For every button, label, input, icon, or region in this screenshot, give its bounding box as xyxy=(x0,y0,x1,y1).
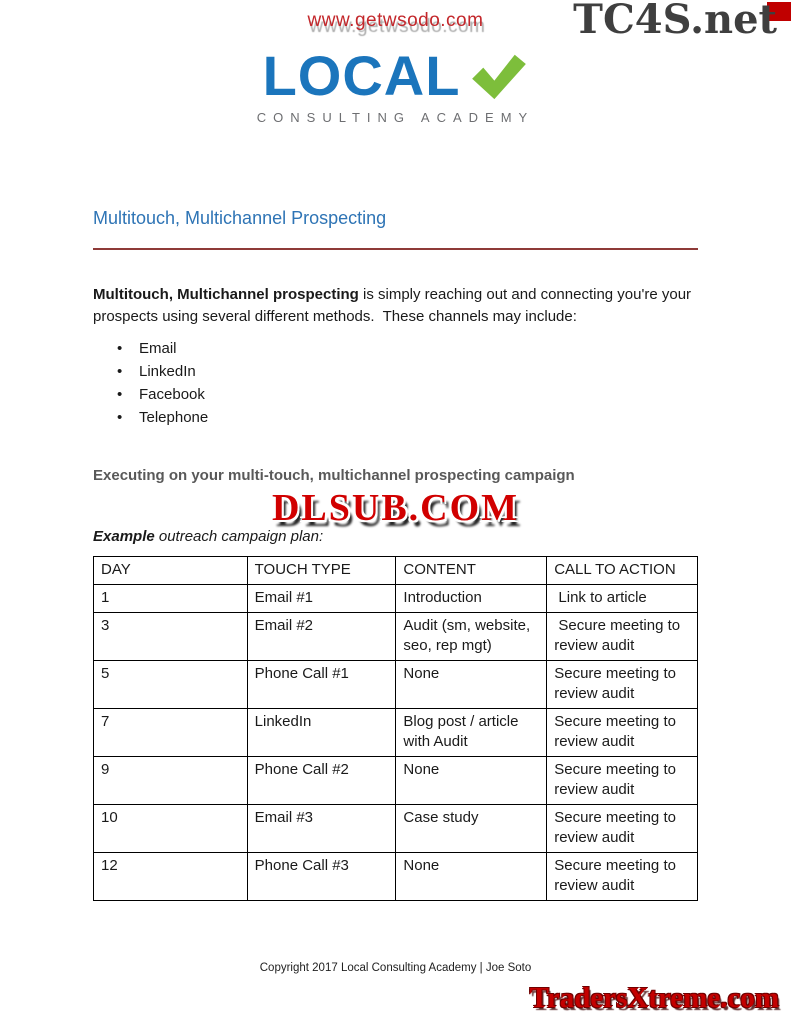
table-cell: Introduction xyxy=(396,585,547,613)
intro-rest-text: is simply reaching out and connecting you're your prospects using several different methods. These channels may include: xyxy=(93,286,696,325)
table-cell: Secure meeting to review audit xyxy=(547,661,698,709)
example-caption xyxy=(93,528,323,545)
table-row xyxy=(94,661,698,709)
table-cell: 3 xyxy=(94,613,248,661)
table-cell: Email #2 xyxy=(247,613,396,661)
column-header-content: CONTENT xyxy=(396,557,547,585)
campaign-plan-table xyxy=(93,556,698,901)
example-label: Example xyxy=(93,528,155,545)
logo-subtitle: CONSULTING ACADEMY xyxy=(256,110,535,125)
table-cell: 1 xyxy=(94,585,248,613)
logo xyxy=(0,44,791,125)
list-item-label: LinkedIn xyxy=(139,363,196,380)
table-row xyxy=(94,709,698,757)
table-row xyxy=(94,757,698,805)
table-cell: Email #3 xyxy=(247,805,396,853)
table-cell: 12 xyxy=(94,853,248,901)
table-cell: Secure meeting to review audit xyxy=(547,709,698,757)
table-cell: Secure meeting to review audit xyxy=(547,613,698,661)
bullet-icon: • xyxy=(117,409,123,426)
list-item-label: Email xyxy=(139,340,177,357)
list-item xyxy=(117,406,208,429)
table-cell: Case study xyxy=(396,805,547,853)
table-cell: Secure meeting to review audit xyxy=(547,853,698,901)
list-item-label: Facebook xyxy=(139,386,205,403)
table-cell: Phone Call #1 xyxy=(247,661,396,709)
list-item xyxy=(117,337,208,360)
table-cell: Link to article xyxy=(547,585,698,613)
table-cell: Email #1 xyxy=(247,585,396,613)
table-cell: Audit (sm, website, seo, rep mgt) xyxy=(396,613,547,661)
watermark-top-url: www.getwsodo.com xyxy=(307,10,484,31)
channels-list xyxy=(117,337,208,429)
column-header-call-to-action: CALL TO ACTION xyxy=(547,557,698,585)
table-cell: None xyxy=(396,661,547,709)
checkmark-icon xyxy=(470,51,528,101)
watermark-traders: TradersXtreme.com xyxy=(529,982,779,1014)
table-cell: Phone Call #3 xyxy=(247,853,396,901)
intro-paragraph xyxy=(93,284,715,328)
table-cell: 5 xyxy=(94,661,248,709)
watermark-dlsub: DLSUB.COM xyxy=(271,487,520,529)
copyright-footer: Copyright 2017 Local Consulting Academy | Joe Soto xyxy=(259,962,532,974)
title-divider xyxy=(93,248,698,250)
list-item-label: Telephone xyxy=(139,409,209,426)
table-cell: None xyxy=(396,757,547,805)
column-header-touch-type: TOUCH TYPE xyxy=(247,557,396,585)
table-row xyxy=(94,613,698,661)
table-cell: Secure meeting to review audit xyxy=(547,805,698,853)
table-cell: Phone Call #2 xyxy=(247,757,396,805)
table-row xyxy=(94,853,698,901)
bullet-icon: • xyxy=(117,386,123,403)
table-cell: 10 xyxy=(94,805,248,853)
example-rest: outreach campaign plan: xyxy=(154,528,324,545)
intro-bold-text: Multitouch, Multichannel prospecting xyxy=(93,286,359,303)
logo-wordmark: LOCAL xyxy=(262,44,461,107)
table-cell: Secure meeting to review audit xyxy=(547,757,698,805)
column-header-day: DAY xyxy=(94,557,248,585)
logo-row xyxy=(262,44,529,107)
table-cell: 9 xyxy=(94,757,248,805)
table-cell: None xyxy=(396,853,547,901)
page-title: Multitouch, Multichannel Prospecting xyxy=(93,208,387,228)
list-item xyxy=(117,360,208,383)
table-cell: 7 xyxy=(94,709,248,757)
table-row xyxy=(94,805,698,853)
section-subheading: Executing on your multi-touch, multichannel prospecting campaign xyxy=(93,467,575,484)
table-row xyxy=(94,585,698,613)
table-header-row xyxy=(94,557,698,585)
list-item xyxy=(117,383,208,406)
bullet-icon: • xyxy=(117,340,123,357)
table-cell: Blog post / article with Audit xyxy=(396,709,547,757)
bullet-icon: • xyxy=(117,363,123,380)
table-cell: LinkedIn xyxy=(247,709,396,757)
watermark-tc4s: TC4S.net xyxy=(573,0,777,43)
